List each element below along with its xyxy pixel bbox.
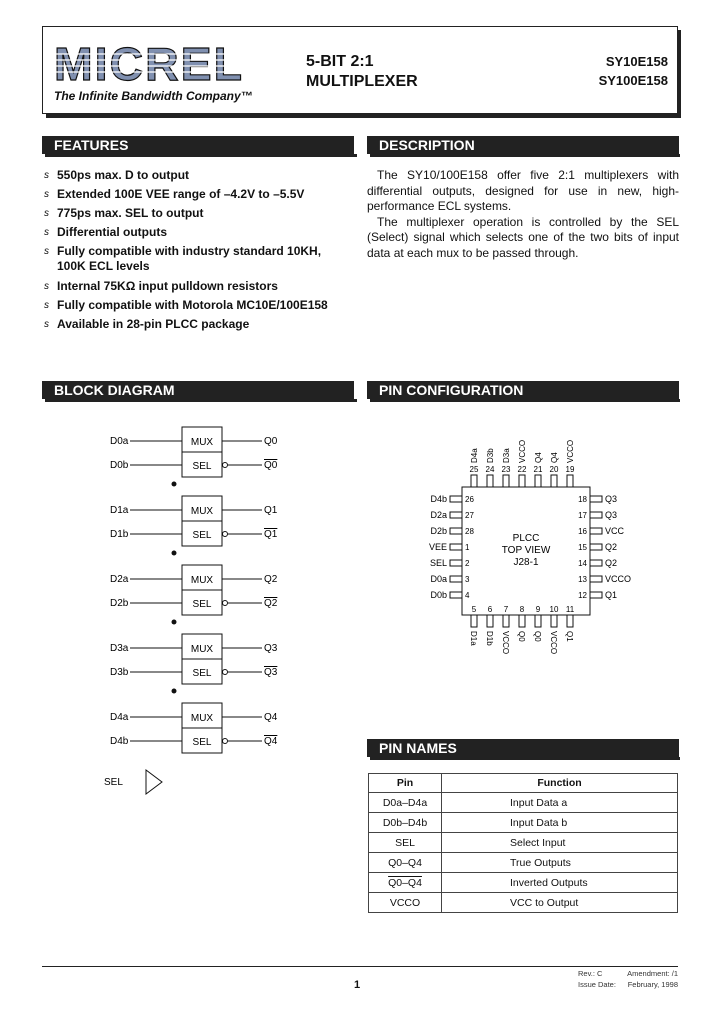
input-a-label: D1a	[110, 505, 129, 516]
pin-name: VCC	[605, 526, 625, 536]
pin-right	[578, 510, 617, 520]
output-q-label: Q0	[264, 436, 278, 447]
pin-right	[578, 494, 617, 504]
function-cell: Inverted Outputs	[442, 873, 678, 893]
pin-number: 13	[578, 575, 587, 584]
pin-number: 2	[465, 559, 470, 568]
pin-lead	[590, 496, 602, 502]
pin-lead	[519, 475, 525, 487]
pin-configuration-heading: PIN CONFIGURATION	[367, 381, 679, 399]
output-q-label: Q1	[264, 505, 278, 516]
output-qb-label: Q0	[264, 460, 278, 471]
invert-bubble-icon	[223, 601, 228, 606]
pin-number: 24	[485, 465, 495, 474]
input-a-label: D2a	[110, 574, 129, 585]
invert-bubble-icon	[223, 463, 228, 468]
pin-number: 17	[578, 511, 587, 520]
mux-block	[110, 689, 278, 754]
pin-name: VCCO	[566, 439, 575, 463]
bullet-icon: s	[44, 281, 49, 292]
output-qb-label: Q2	[264, 598, 278, 609]
feature-text: Differential outputs	[57, 225, 167, 239]
mux-sel-label: SEL	[192, 530, 212, 541]
pin-name: Q2	[605, 558, 618, 568]
pin-number: 22	[517, 465, 527, 474]
pin-name: D1b	[485, 631, 494, 646]
issue-label: Issue Date:	[578, 980, 616, 989]
function-cell: Select Input	[442, 833, 678, 853]
feature-text: Fully compatible with Motorola MC10E/100E158	[57, 298, 328, 312]
pin-right	[578, 590, 617, 600]
function-cell: VCC to Output	[442, 893, 678, 913]
mux-block	[110, 620, 278, 685]
pin-lead	[590, 592, 602, 598]
sel-junction-dot	[172, 482, 177, 487]
header-pin: Pin	[369, 774, 442, 793]
input-a-label: D4a	[110, 712, 129, 723]
mux-label: MUX	[190, 437, 214, 448]
pin-number: 26	[465, 495, 474, 504]
input-b-label: D4b	[110, 736, 129, 747]
bullet-icon: s	[44, 227, 49, 238]
table-row	[369, 893, 678, 913]
pin-lead	[450, 592, 462, 598]
plcc-pinout	[400, 425, 650, 675]
pin-number: 1	[465, 543, 470, 552]
pin-left	[430, 574, 470, 584]
pin-lead	[471, 475, 477, 487]
pin-name: Q0	[533, 631, 542, 642]
pin-lead	[450, 560, 462, 566]
pin-number: 25	[469, 465, 479, 474]
mux-block	[110, 551, 278, 616]
pin-lead	[503, 615, 509, 627]
output-qb-label: Q1	[264, 529, 278, 540]
pin-cell: Q0–Q4	[369, 873, 442, 893]
bullet-icon: s	[44, 246, 49, 257]
pin-cell: D0a–D4a	[369, 793, 442, 813]
mux-sel-label: SEL	[192, 599, 212, 610]
function-cell: Input Data a	[442, 793, 678, 813]
pin-cell: D0b–D4b	[369, 813, 442, 833]
pin-number: 9	[535, 605, 541, 614]
micrel-logo	[52, 40, 248, 88]
pin-number: 23	[501, 465, 511, 474]
description-paragraph-2: The multiplexer operation is controlled by the SEL (Select) signal which selects one of the two bits of input data at each mux to be passed through.	[367, 214, 679, 260]
bullet-icon: s	[44, 189, 49, 200]
pin-number: 10	[549, 605, 559, 614]
pin-number: 21	[533, 465, 543, 474]
sel-input-label: SEL	[104, 777, 123, 788]
invert-bubble-icon	[223, 670, 228, 675]
pin-name: Q4	[550, 452, 559, 463]
pin-number: 19	[565, 465, 575, 474]
mux-sel-label: SEL	[192, 461, 212, 472]
buffer-triangle-icon	[146, 770, 162, 794]
mux-block	[110, 427, 278, 477]
pin-number: 20	[549, 465, 559, 474]
pin-lead	[590, 544, 602, 550]
block-diagram	[100, 420, 300, 805]
logo-wordmark: MICREL	[54, 40, 245, 88]
pin-number: 12	[578, 591, 587, 600]
pin-name: D4a	[470, 448, 479, 463]
pin-name: Q2	[605, 542, 618, 552]
pin-configuration-heading-shadow	[370, 399, 680, 402]
pin-number: 28	[465, 527, 474, 536]
features-heading: FEATURES	[42, 136, 354, 154]
pin-right	[578, 542, 617, 552]
pin-bottom	[549, 605, 559, 654]
invert-bubble-icon	[223, 532, 228, 537]
part-number-1: SY10E158	[605, 54, 668, 69]
pin-number: 6	[487, 605, 493, 614]
feature-text: Fully compatible with industry standard 10KH, 100K ECL levels	[57, 244, 322, 273]
sel-junction-dot	[172, 551, 177, 556]
mux-label: MUX	[190, 575, 214, 586]
pin-left	[430, 526, 474, 536]
pin-cell: VCCO	[369, 893, 442, 913]
pin-lead	[487, 615, 493, 627]
pin-left	[430, 590, 470, 600]
features-heading-shadow	[45, 154, 357, 157]
input-b-label: D0b	[110, 460, 129, 471]
mux-label: MUX	[190, 713, 214, 724]
pin-number: 16	[578, 527, 587, 536]
description-heading-shadow	[370, 154, 680, 157]
pin-name: Q3	[605, 494, 618, 504]
pin-lead	[590, 528, 602, 534]
pin-name: D0b	[430, 590, 447, 600]
pin-lead	[471, 615, 477, 627]
footer-rule	[42, 966, 678, 967]
output-q-label: Q4	[264, 712, 278, 723]
sel-buffer	[104, 770, 162, 794]
rev-label: Rev.: C	[578, 969, 603, 978]
pin-lead	[590, 576, 602, 582]
pin-number: 7	[503, 605, 509, 614]
pin-top	[486, 448, 495, 487]
pin-name: VCCO	[549, 631, 558, 655]
pin-number: 27	[465, 511, 474, 520]
pin-right	[578, 526, 624, 536]
package-view-label: TOP VIEW	[501, 545, 551, 556]
pin-cell: Q0–Q4	[369, 853, 442, 873]
pin-left	[430, 510, 474, 520]
pin-name: D1a	[469, 631, 478, 646]
table-row	[369, 873, 678, 893]
title-line-1: 5-BIT 2:1	[306, 53, 374, 70]
pin-top	[566, 440, 575, 487]
pin-name: VCCO	[501, 631, 510, 655]
input-a-label: D3a	[110, 643, 129, 654]
table-row	[369, 833, 678, 853]
pin-name: Q1	[605, 590, 618, 600]
sel-junction-dot	[172, 620, 177, 625]
pin-left	[430, 494, 474, 504]
pin-lead	[519, 615, 525, 627]
pin-lead	[590, 512, 602, 518]
input-b-label: D2b	[110, 598, 129, 609]
mux-block	[110, 482, 278, 547]
pin-number: 5	[471, 605, 477, 614]
pin-lead	[450, 512, 462, 518]
pin-number: 14	[578, 559, 587, 568]
header-shadow	[46, 113, 680, 118]
pin-lead	[590, 560, 602, 566]
description-text	[367, 168, 679, 261]
pin-names-table	[368, 773, 678, 913]
description-heading: DESCRIPTION	[367, 136, 679, 154]
pin-lead	[535, 475, 541, 487]
block-diagram-heading-shadow	[45, 399, 357, 402]
feature-text: 775ps max. SEL to output	[57, 206, 204, 220]
header-shadow-right	[677, 30, 681, 118]
description-paragraph-1: The SY10/100E158 offer five 2:1 multiplexers with differential outputs, designed for use in new, high-performance ECL systems.	[367, 168, 679, 213]
pin-lead	[450, 528, 462, 534]
table-header-row	[369, 774, 678, 793]
pin-name: D4b	[430, 494, 447, 504]
pin-lead	[450, 496, 462, 502]
feature-text: Internal 75KΩ input pulldown resistors	[57, 279, 278, 293]
output-q-label: Q2	[264, 574, 278, 585]
pin-top	[502, 448, 511, 487]
invert-bubble-icon	[223, 739, 228, 744]
feature-text: Extended 100E VEE range of –4.2V to –5.5V	[57, 187, 305, 201]
sel-junction-dot	[172, 689, 177, 694]
pin-top	[470, 448, 479, 487]
pin-lead	[551, 615, 557, 627]
bullet-icon: s	[44, 208, 49, 219]
mux-sel-label: SEL	[192, 737, 212, 748]
issue-date: February, 1998	[627, 980, 678, 989]
output-qb-label: Q3	[264, 667, 278, 678]
pin-name: D2a	[430, 510, 447, 520]
pin-name: SEL	[429, 558, 447, 568]
pin-number: 15	[578, 543, 587, 552]
company-tagline: The Infinite Bandwidth Company™	[54, 89, 253, 103]
function-cell: Input Data b	[442, 813, 678, 833]
pin-names-heading: PIN NAMES	[367, 739, 679, 757]
table-row	[369, 813, 678, 833]
output-q-label: Q3	[264, 643, 278, 654]
input-a-label: D0a	[110, 436, 129, 447]
revision-box	[578, 968, 678, 990]
pin-name: Q3	[605, 510, 618, 520]
pin-top	[550, 452, 559, 487]
pin-lead	[503, 475, 509, 487]
mux-label: MUX	[190, 506, 214, 517]
pin-right	[578, 574, 631, 584]
amendment-label: Amendment: /1	[627, 969, 678, 978]
pin-name: D3a	[502, 448, 511, 463]
pin-name: D0a	[430, 574, 447, 584]
pin-lead	[450, 576, 462, 582]
header-function: Function	[442, 774, 678, 793]
bullet-icon: s	[44, 319, 49, 330]
pin-lead	[551, 475, 557, 487]
package-type-label: PLCC	[512, 533, 540, 544]
pin-lead	[567, 615, 573, 627]
pin-number: 3	[465, 575, 470, 584]
pin-name: Q4	[534, 452, 543, 463]
output-qb-label: Q4	[264, 736, 278, 747]
pin-lead	[567, 475, 573, 487]
pin-name: VCCO	[605, 574, 632, 584]
pin-number: 18	[578, 495, 587, 504]
page-number: 1	[354, 979, 361, 991]
pin-name: D3b	[486, 448, 495, 463]
pin-top	[518, 440, 527, 487]
mux-sel-label: SEL	[192, 668, 212, 679]
feature-text: 550ps max. D to output	[57, 168, 190, 182]
pin-lead	[487, 475, 493, 487]
bullet-icon: s	[44, 170, 49, 181]
input-b-label: D1b	[110, 529, 129, 540]
pin-cell: SEL	[369, 833, 442, 853]
package-code-label: J28-1	[513, 557, 539, 568]
input-b-label: D3b	[110, 667, 129, 678]
pin-number: 8	[519, 605, 525, 614]
table-row	[369, 853, 678, 873]
pin-top	[534, 452, 543, 487]
pin-name: Q1	[565, 631, 574, 642]
pin-lead	[535, 615, 541, 627]
pin-name: D2b	[430, 526, 447, 536]
table-row	[369, 793, 678, 813]
pin-bottom	[565, 605, 575, 642]
part-numbers	[580, 52, 668, 90]
pin-name: VCCO	[518, 439, 527, 463]
pin-right	[578, 558, 617, 568]
title-line-2: MULTIPLEXER	[306, 73, 418, 90]
pin-name: VEE	[428, 542, 447, 552]
document-title	[306, 52, 418, 92]
block-diagram-heading: BLOCK DIAGRAM	[42, 381, 354, 399]
bullet-icon: s	[44, 300, 49, 311]
pin-names-heading-shadow	[370, 757, 680, 760]
pin-number: 11	[565, 605, 575, 614]
feature-text: Available in 28-pin PLCC package	[57, 317, 250, 331]
pin-number: 4	[465, 591, 470, 600]
part-number-2: SY100E158	[598, 73, 668, 88]
pin-lead	[450, 544, 462, 550]
pin-name: Q0	[517, 631, 526, 642]
mux-label: MUX	[190, 644, 214, 655]
function-cell: True Outputs	[442, 853, 678, 873]
